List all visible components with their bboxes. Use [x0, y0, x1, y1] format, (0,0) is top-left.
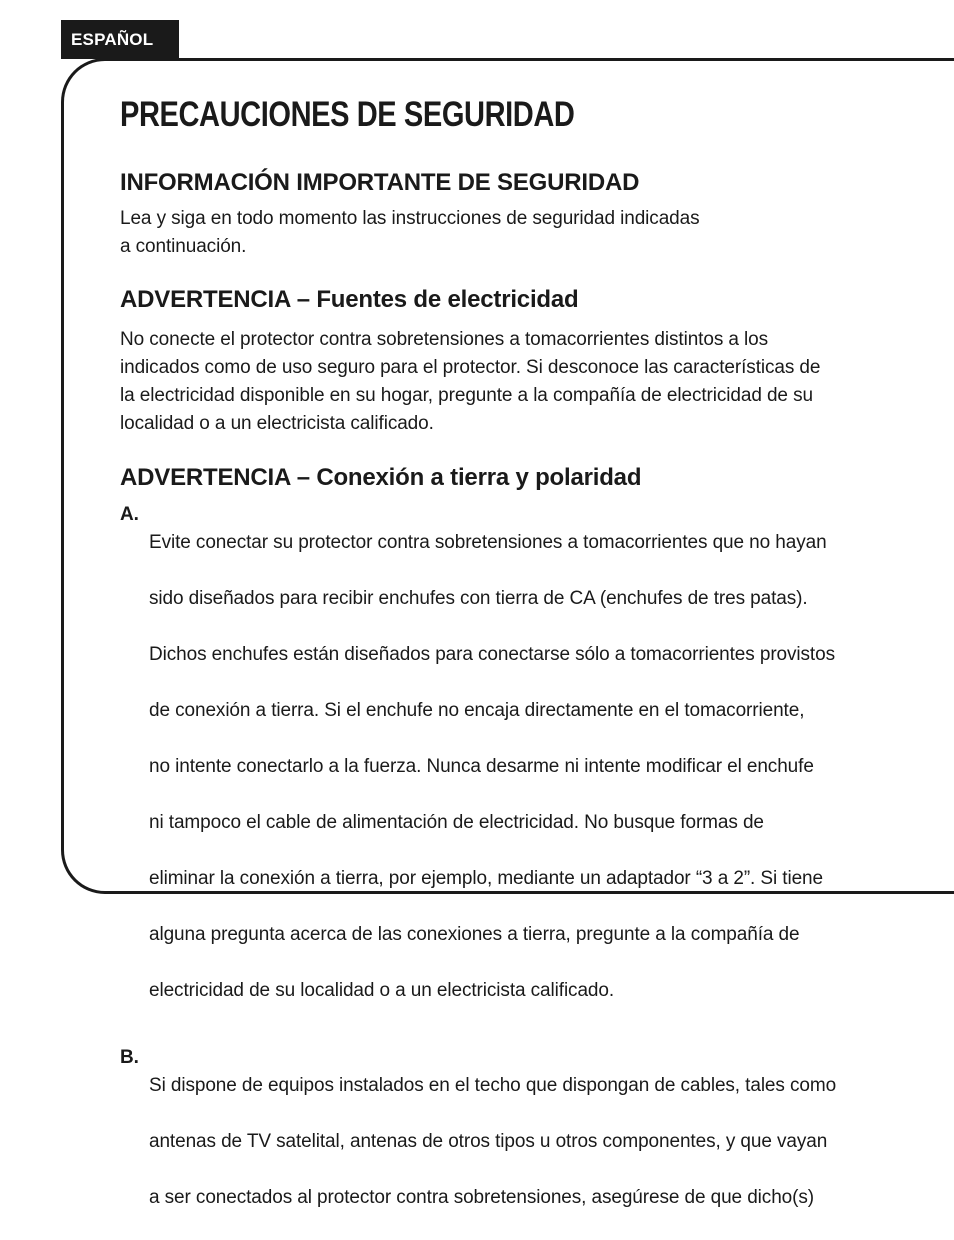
list-marker: A.: [120, 504, 139, 525]
list-marker: B.: [120, 1047, 139, 1068]
text-line: a ser conectados al protector contra sobretensiones, asegúrese de que dicho(s): [149, 1187, 814, 1208]
section-heading: INFORMACIÓN IMPORTANTE DE SEGURIDAD: [120, 169, 640, 196]
section-power-sources: [120, 285, 930, 438]
text-line: alguna pregunta acerca de las conexiones a tierra, pregunte a la compañía de: [149, 924, 800, 945]
page-title: PRECAUCIONES DE SEGURIDAD: [120, 95, 575, 134]
text-line: a continuación.: [120, 236, 247, 257]
section-paragraph: [120, 326, 930, 438]
text-line: la electricidad disponible en su hogar, pregunte a la compañía de electricidad de su: [120, 385, 813, 406]
language-tab: ESPAÑOL: [61, 20, 179, 59]
section-paragraph: [120, 205, 930, 261]
list-item-text: [149, 501, 930, 1033]
section-heading: ADVERTENCIA – Conexión a tierra y polaridad: [120, 464, 642, 491]
text-line: ni tampoco el cable de alimentación de electricidad. No busque formas de: [149, 812, 764, 833]
text-line: de conexión a tierra. Si el enchufe no encaja directamente en el tomacorriente,: [149, 700, 805, 721]
text-line: eliminar la conexión a tierra, por ejemplo, mediante un adaptador “3 a 2”. Si tiene: [149, 868, 823, 889]
text-line: No conecte el protector contra sobretensiones a tomacorrientes distintos a los: [120, 329, 769, 350]
text-line: indicados como de uso seguro para el protector. Si desconoce las características de: [120, 357, 821, 378]
text-line: sido diseñados para recibir enchufes con tierra de CA (enchufes de tres patas).: [149, 588, 808, 609]
text-line: Evite conectar su protector contra sobretensiones a tomacorrientes que no hayan: [149, 532, 827, 553]
text-line: localidad o a un electricista calificado.: [120, 413, 434, 434]
document-content: [120, 92, 930, 1240]
section-heading: ADVERTENCIA – Fuentes de electricidad: [120, 286, 579, 313]
section-safety-info: [120, 168, 930, 261]
text-line: electricidad de su localidad o a un electricista calificado.: [149, 980, 615, 1001]
text-line: Lea y siga en todo momento las instrucciones de seguridad indicadas: [120, 208, 700, 229]
text-line: Dichos enchufes están diseñados para conectarse sólo a tomacorrientes provistos: [149, 644, 835, 665]
text-line: antenas de TV satelital, antenas de otros tipos u otros componentes, y que vayan: [149, 1131, 828, 1152]
section-grounding: [120, 463, 930, 1240]
text-line: no intente conectarlo a la fuerza. Nunca desarme ni intente modificar el enchufe: [149, 756, 814, 777]
list-item-a: [120, 501, 930, 1033]
text-line: Si dispone de equipos instalados en el techo que dispongan de cables, tales como: [149, 1075, 837, 1096]
list-item-text: [149, 1044, 930, 1240]
list-item-b: [120, 1044, 930, 1240]
